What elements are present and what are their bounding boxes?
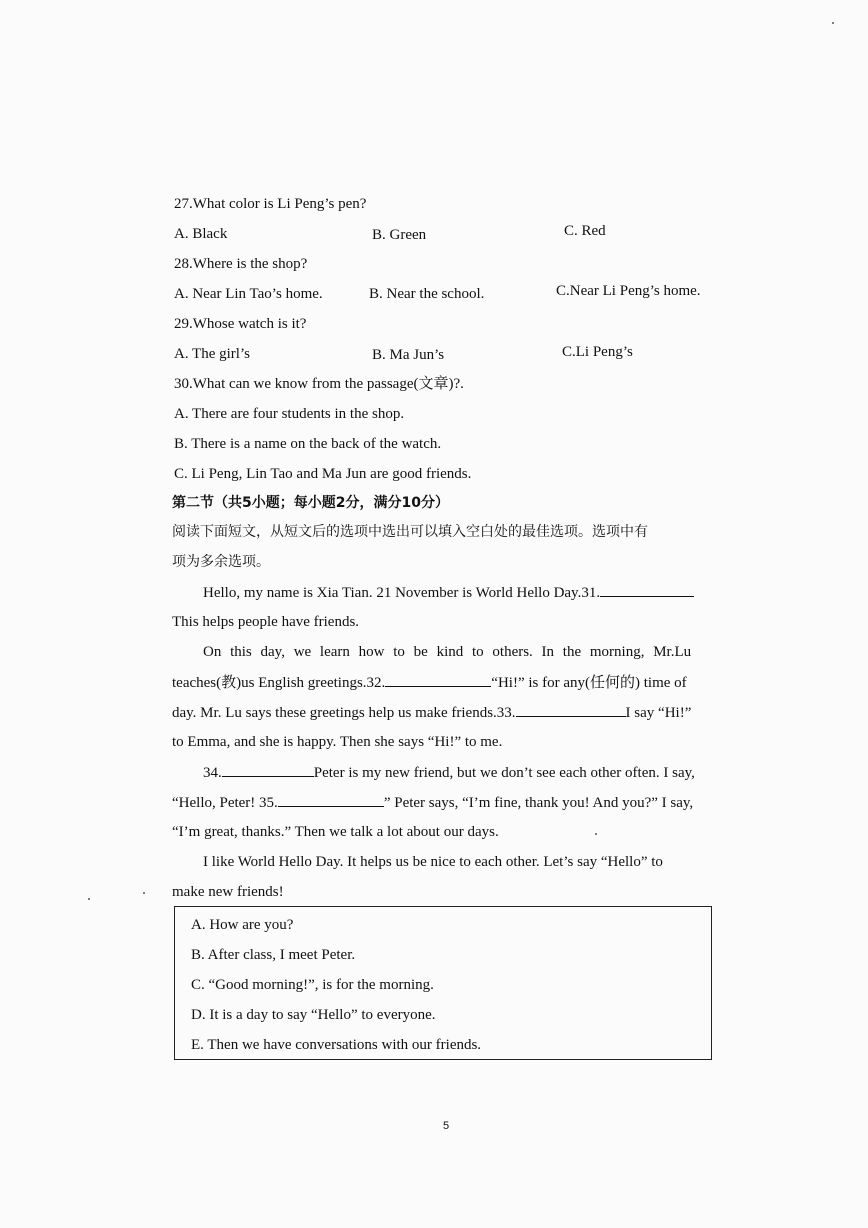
question-29-option-a: A. The girl’s [174,346,250,362]
choice-d: D. It is a day to say “Hello” to everyone. [191,1007,436,1023]
question-27-option-c: C. Red [564,223,606,239]
question-30-option-a: A. There are four students in the shop. [174,406,405,422]
passage-text: I say “Hi!” [625,705,692,721]
passage-text: “Hi!” is for any(任何的) time of [491,675,687,691]
question-29-option-c: C.Li Peng’s [562,344,633,360]
blank-35 [278,792,384,807]
question-27-option-a: A. Black [174,226,228,242]
passage-line [172,672,687,693]
passage-text: Peter is my new friend, but we don’t see each other often. I say, [313,765,695,781]
question-29-stem: 29.Whose watch is it? [174,316,307,332]
question-30-option-c: C. Li Peng, Lin Tao and Ma Jun are good friends. [174,466,472,482]
passage-line: to Emma, and she is happy. Then she says “Hi!” to me. [172,734,503,750]
passage-text: ” Peter says, “I’m fine, thank you! And you?” I say, [383,795,694,811]
passage-line [203,762,695,783]
question-30-stem: 30.What can we know from the passage(文章)?. [174,376,464,392]
passage-text: Hello, my name is Xia Tian. 21 November is World Hello Day.31. [203,585,601,601]
blank-31 [600,582,694,597]
section-heading: 第二节（共5小题；每小题2分，满分10分） [172,495,449,511]
scan-speck [832,22,834,24]
question-29-option-b: B. Ma Jun’s [372,347,445,363]
blank-34 [222,762,314,777]
question-28-stem: 28.Where is the shop? [174,256,308,272]
scan-speck [88,898,90,900]
scan-speck [595,833,597,835]
choice-b: B. After class, I meet Peter. [191,947,356,963]
passage-line [172,702,691,723]
choice-a: A. How are you? [191,917,294,933]
choice-c: C. “Good morning!”, is for the morning. [191,977,434,993]
question-27-stem: 27.What color is Li Peng’s pen? [174,196,367,212]
passage-line [203,582,694,603]
choice-e: E. Then we have conversations with our friends. [191,1037,482,1053]
question-30-option-b: B. There is a name on the back of the watch. [174,436,442,452]
question-28-option-a: A. Near Lin Tao’s home. [174,286,323,302]
passage-line [172,792,693,813]
question-28-option-b: B. Near the school. [369,286,485,302]
passage-text: day. Mr. Lu says these greetings help us make friends.33. [172,705,516,721]
question-27-option-b: B. Green [372,227,427,243]
blank-33 [516,702,626,717]
passage-line: On this day, we learn how to be kind to others. In the morning, Mr.Lu [203,644,692,660]
section-instructions-line2: 项为多余选项。 [172,554,270,570]
passage-text: “Hello, Peter! 35. [172,795,278,811]
passage-text: 34. [203,765,222,781]
section-instructions-line1: 阅读下面短文，从短文后的选项中选出可以填入空白处的最佳选项。选项中有 [172,524,648,540]
passage-line: This helps people have friends. [172,614,360,630]
scan-speck [143,892,145,894]
passage-line: “I’m great, thanks.” Then we talk a lot about our days. [172,824,499,840]
passage-text: teaches(教)us English greetings.32. [172,675,386,691]
page-number: 5 [443,1120,450,1132]
passage-line: I like World Hello Day. It helps us be nice to each other. Let’s say “Hello” to [203,854,663,870]
blank-32 [385,672,491,687]
passage-line: make new friends! [172,884,284,900]
choices-box [174,906,712,1060]
question-28-option-c: C.Near Li Peng’s home. [556,283,701,299]
